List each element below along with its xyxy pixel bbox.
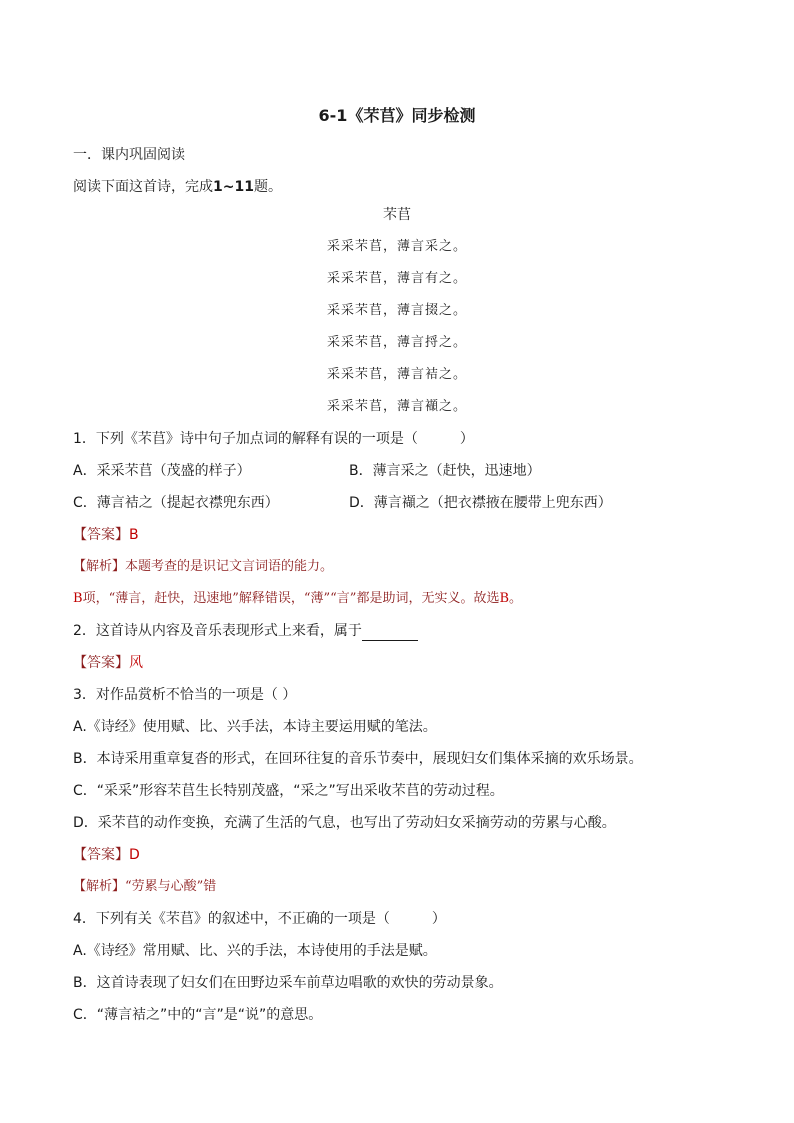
question-1-option-d: D．薄言襭之（把衣襟掖在腰带上兜东西） — [349, 495, 612, 511]
question-3-option-c: C．“采采”形容芣苢生长特别茂盛，“采之”写出采收芣苢的劳动过程。 — [73, 783, 504, 799]
question-4-stem: 4．下列有关《芣苢》的叙述中，不正确的一项是（ ） — [73, 911, 446, 927]
question-4-option-b: B．这首诗表现了妇女们在田野边采车前草边唱歌的欢快的劳动景象。 — [73, 975, 503, 991]
page-title: 6-1《芣苢》同步检测 — [318, 106, 476, 125]
explanation-period: 。 — [509, 591, 523, 606]
question-3-explanation — [73, 877, 216, 897]
reading-instruction — [73, 177, 282, 197]
question-1-option-b: B．薄言采之（赶快，迅速地） — [349, 463, 541, 479]
explanation-detail-text: 项，“薄言，赶快，迅速地”解释错误，“薄”“言”都是助词，无实义。故选 — [82, 591, 500, 606]
answer-value: 风 — [129, 655, 143, 671]
question-1-option-c: C．薄言袺之（提起衣襟兜东西） — [73, 495, 279, 511]
explanation-letter: B — [73, 591, 83, 606]
poem-line: 采采芣苢，薄言袺之。 — [326, 367, 467, 382]
instruction-text: 阅读下面这首诗，完成 — [73, 179, 213, 195]
answer-value: D — [129, 847, 140, 863]
explanation-text: “劳累与心酸”错 — [125, 879, 217, 894]
answer-label: 【答案】 — [73, 527, 129, 543]
instruction-range: 1~11 — [213, 179, 254, 195]
question-3-option-a: A.《诗经》使用赋、比、兴手法，本诗主要运用赋的笔法。 — [73, 719, 437, 735]
answer-label: 【答案】 — [73, 655, 129, 671]
question-2-stem — [73, 621, 418, 641]
section-heading: 一．课内巩固阅读 — [73, 147, 185, 163]
question-1-explanation-detail — [73, 589, 522, 609]
question-4-option-a: A.《诗经》常用赋、比、兴的手法，本诗使用的手法是赋。 — [73, 943, 437, 959]
poem-line: 采采芣苢，薄言襭之。 — [326, 399, 467, 414]
question-1-stem: 1．下列《芣苢》诗中句子加点词的解释有误的一项是（ ） — [73, 431, 474, 447]
question-3-option-d: D．采芣苢的动作变换，充满了生活的气息，也写出了劳动妇女采摘劳动的劳累与心酸。 — [73, 815, 616, 831]
explanation-label: 【解析】 — [73, 879, 126, 894]
question-2-text: 2．这首诗从内容及音乐表现形式上来看，属于 — [73, 623, 362, 639]
instruction-tail: 题。 — [253, 179, 282, 195]
question-4-option-c: C．“薄言袺之”中的“言”是“说”的意思。 — [73, 1007, 323, 1023]
poem-line: 采采芣苢，薄言掇之。 — [326, 303, 467, 318]
answer-value: B — [129, 527, 139, 543]
question-1-answer — [73, 525, 139, 545]
explanation-choice: B — [499, 591, 510, 606]
question-2-answer — [73, 653, 143, 673]
poem-line: 采采芣苢，薄言捋之。 — [326, 335, 467, 350]
answer-blank — [362, 624, 418, 641]
question-1-option-a: A．采采芣苢（茂盛的样子） — [73, 463, 251, 479]
poem-title: 芣苢 — [383, 207, 411, 223]
poem-line: 采采芣苢，薄言采之。 — [326, 239, 467, 254]
poem-line: 采采芣苢，薄言有之。 — [326, 271, 467, 286]
question-1-explanation — [73, 557, 333, 577]
question-3-answer — [73, 845, 140, 865]
question-3-stem: 3．对作品赏析不恰当的一项是（ ） — [73, 687, 297, 703]
answer-label: 【答案】 — [73, 847, 129, 863]
explanation-label: 【解析】 — [73, 559, 126, 574]
explanation-text: 本题考查的是识记文言词语的能力。 — [125, 559, 334, 574]
question-3-option-b: B．本诗采用重章复沓的形式，在回环往复的音乐节奏中，展现妇女们集体采摘的欢乐场景。 — [73, 751, 643, 767]
